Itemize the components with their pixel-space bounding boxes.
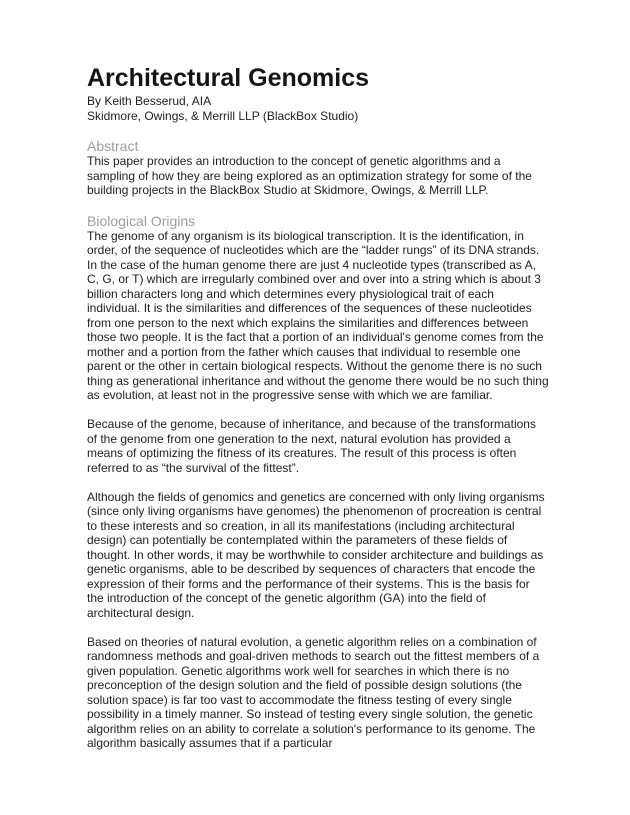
abstract-paragraph: This paper provides an introduction to the concept of genetic algorithms and a sampling of how they are being explored as an optimization strategy for some of the building projects in the BlackBox Studio at Skidmore, Owings, & Merrill LLP. <box>87 154 532 197</box>
page-title: Architectural Genomics <box>87 64 370 92</box>
body-paragraph-3: Although the fields of genomics and genetics are concerned with only living organisms (since only living organisms have genomes) the phenomenon of procreation is central to these interests and so creation, in all its manifestations (including architectural design) can potentially be contemplated within the parameters of these fields of thought. In other words, it may be worthwhile to consider architecture and buildings as genetic organisms, able to be described by sequences of characters that encode the expression of their forms and the performance of their systems. This is the basis for the introduction of the concept of the genetic algorithm (GA) into the field of architectural design. <box>87 489 545 620</box>
body-paragraph-4: Based on theories of natural evolution, a genetic algorithm relies on a combination of randomness methods and goal-driven methods to search out the fittest members of a given population. Genetic algorithms work well for searches in which there is no preconception of the design solution and the field of possible design solutions (the solution space) is far too vast to accommodate the fitness testing of every single possibility in a timely manner. So instead of testing every single solution, the genetic algorithm relies on an ability to correlate a solution's performance to its genome. The algorithm basically assumes that if a particular <box>87 634 540 750</box>
section-heading-abstract: Abstract <box>87 138 139 154</box>
byline-author: By Keith Besserud, AIA <box>87 94 212 108</box>
body-paragraph-2: Because of the genome, because of inheritance, and because of the transformations of the genome from one generation to the next, natural evolution has provided a means of optimizing the fitness of its creatures. The result of this process is often referred to as “the survival of the fittest”. <box>87 417 536 475</box>
byline-affiliation: Skidmore, Owings, & Merrill LLP (BlackBox Studio) <box>87 108 359 123</box>
section-heading-biological-origins: Biological Origins <box>87 212 196 229</box>
body-paragraph-1: The genome of any organism is its biological transcription. It is the identification, in order, of the sequence of nucleotides which are the “ladder rungs” of its DNA strands. In the case of the human genome there are just 4 nucleotide types (transcribed as A, C, G, or T) which are irregularly combined over and over into a string which is about 3 billion characters long and which determines every physiological trait of each individual. It is the similarities and differences of the sequences of these nucleotides from one person to the next which explains the similarities and differences between those two people. It is the fact that a portion of an individual's genome comes from the mother and a portion from the father which causes that individual to resemble one parent or the other in certain biological respects. Without the genome there is no such thing as generational inheritance and without the genome there would be no such thing as evolution, at least not in the progressive sense with which we are familiar. <box>87 228 549 402</box>
